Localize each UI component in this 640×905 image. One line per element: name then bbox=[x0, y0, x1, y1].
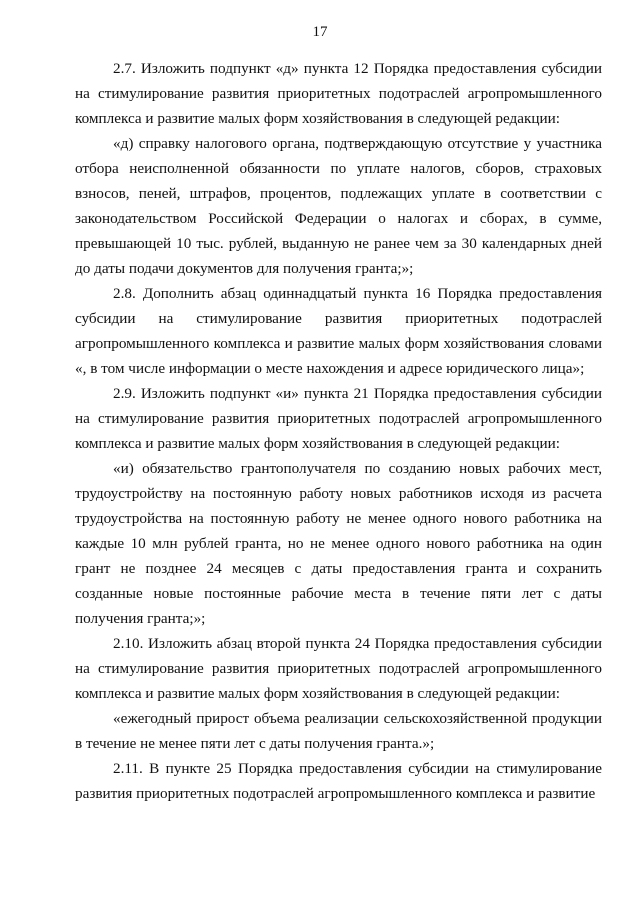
paragraph-2-11: 2.11. В пункте 25 Порядка предоставления субсидии на стимулирование развития приоритетных подотраслей агропромышленного комплекса и развитие bbox=[75, 760, 602, 802]
paragraph-2-8: 2.8. Дополнить абзац одиннадцатый пункта 16 Порядка предоставления субсидии на стимулирование развития приоритетных подотраслей агропромышленного комплекса и развитие малых форм хозяйствования словами «, в том числе информации о месте нахождения и адресе юридического лица»; bbox=[75, 285, 602, 377]
paragraph-2-10: 2.10. Изложить абзац второй пункта 24 Порядка предоставления субсидии на стимулирование развития приоритетных подотраслей агропромышленного комплекса и развитие малых форм хозяйствования в следующей редакции: bbox=[75, 635, 602, 702]
paragraph-subitem-i: «и) обязательство грантополучателя по созданию новых рабочих мест, трудоустройству на постоянную работу новых работников исходя из расчета трудоустройства на постоянную работу не менее одного нового работника на каждые 10 млн рублей гранта, но не менее одного нового работника на один грант не позднее 24 месяцев с даты предоставления гранта и сохранить созданные новые постоянные рабочие места в течение пяти лет с даты получения гранта;»; bbox=[75, 460, 602, 627]
document-body bbox=[75, 56, 602, 806]
paragraph-annual-growth: «ежегодный прирост объема реализации сельскохозяйственной продукции в течение не менее пяти лет с даты получения гранта.»; bbox=[75, 710, 602, 752]
paragraph-2-7: 2.7. Изложить подпункт «д» пункта 12 Порядка предоставления субсидии на стимулирование развития приоритетных подотраслей агропромышленного комплекса и развитие малых форм хозяйствования в следующей редакции: bbox=[75, 60, 602, 127]
paragraph-subitem-d: «д) справку налогового органа, подтверждающую отсутствие у участника отбора неисполненной обязанности по уплате налогов, сборов, страховых взносов, пеней, штрафов, процентов, подлежащих уплате в соответствии с законодательством Российской Федерации о налогах и сборах, в сумме, превышающей 10 тыс. рублей, выданную не ранее чем за 30 календарных дней до даты подачи документов для получения гранта;»; bbox=[75, 135, 602, 277]
paragraph-2-9: 2.9. Изложить подпункт «и» пункта 21 Порядка предоставления субсидии на стимулирование развития приоритетных подотраслей агропромышленного комплекса и развитие малых форм хозяйствования в следующей редакции: bbox=[75, 385, 602, 452]
page-number: 17 bbox=[312, 24, 328, 40]
